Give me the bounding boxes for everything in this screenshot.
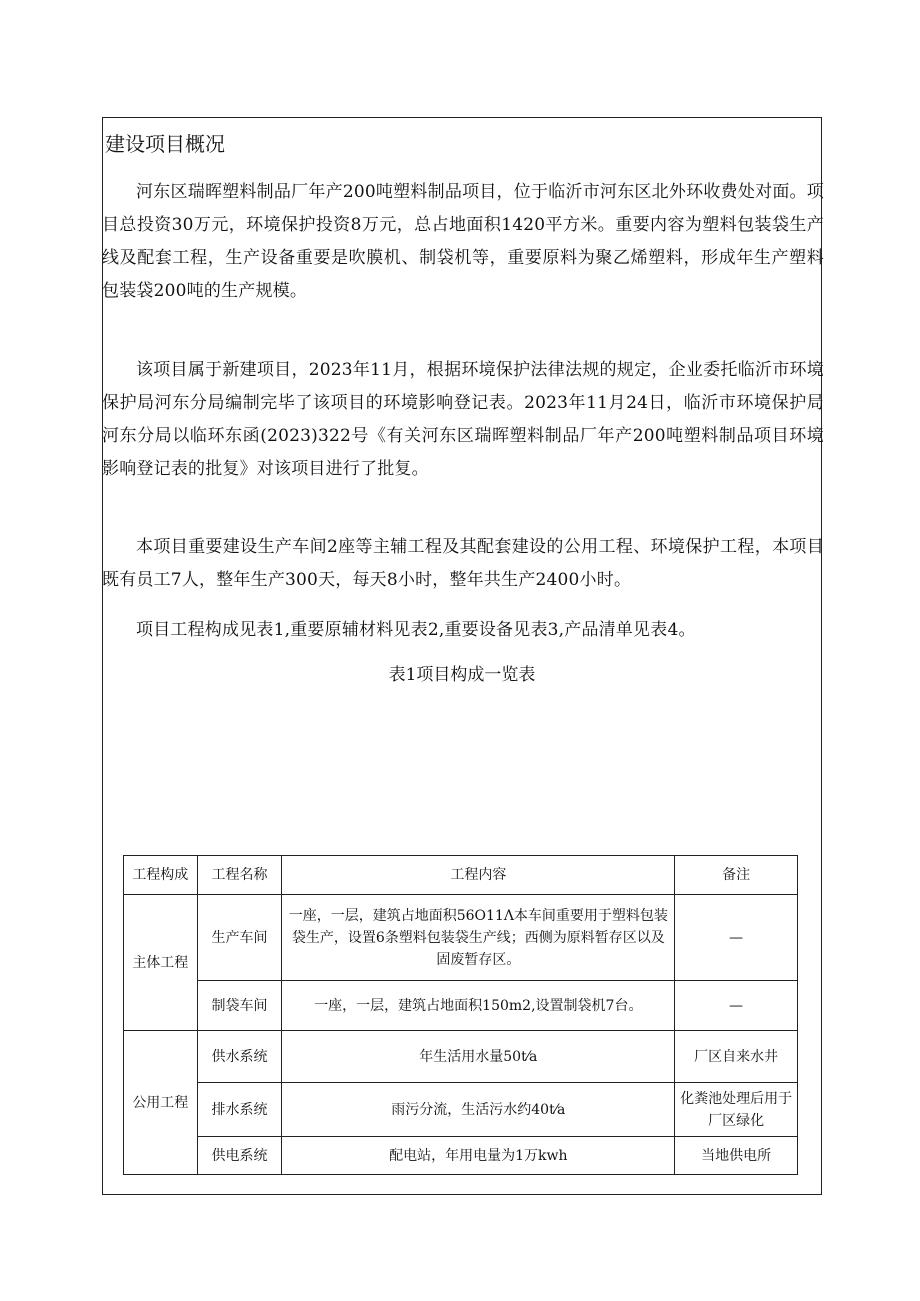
paragraph-approval: 该项目属于新建项目，2023年11月，根据环境保护法律法规的规定，企业委托临沂市环境保护局河东分局编制完毕了该项目的环境影响登记表。2023年11月24日，临沂市环境保护局河东分局以临环东函(2023)322号《有关河东区瑞晖塑料制品厂年产200吨塑料制品项目环境影响登记表的批复》对该项目进行了批复。 [102,360,824,479]
name-cell: 供水系统 [197,1031,282,1083]
table-header-row [124,856,798,895]
category-cell: 主体工程 [124,895,198,1031]
header-note: 备注 [675,856,798,895]
name-cell: 供电系统 [197,1137,282,1175]
table-caption: 表1项目构成一览表 [388,665,536,685]
header-category: 工程构成 [124,856,198,895]
note-cell: 当地供电所 [675,1137,798,1175]
project-composition-table [123,855,798,1175]
content-cell: 一座，一层，建筑占地面积150m2,设置制袋机7台。 [282,981,675,1031]
category-cell: 公用工程 [124,1031,198,1175]
content-cell: 雨污分流，生活污水约40t⁄a [282,1083,675,1137]
content-cell: 年生活用水量50t⁄a [282,1031,675,1083]
note-cell: — [675,981,798,1031]
paragraph-overview: 河东区瑞晖塑料制品厂年产200吨塑料制品项目，位于临沂市河东区北外环收费处对面。项目总投资30万元，环境保护投资8万元，总占地面积1420平方米。重要内容为塑料包装袋生产线及配套工程，生产设备重要是吹膜机、制袋机等，重要原料为聚乙烯塑料，形成年生产塑料包装袋200吨的生产规模。 [102,182,824,301]
section-title: 建设项目概况 [105,132,225,156]
paragraph-construction: 本项目重要建设生产车间2座等主辅工程及其配套建设的公用工程、环境保护工程，本项目既有员工7人，整年生产300天，每天8小时，整年共生产2400小时。 [102,537,824,590]
content-cell: 配电站，年用电量为1万kwh [282,1137,675,1175]
note-cell: 化粪池处理后用于厂区绿化 [675,1083,798,1137]
note-cell: — [675,895,798,981]
header-name: 工程名称 [197,856,282,895]
name-cell: 生产车间 [197,895,282,981]
name-cell: 排水系统 [197,1083,282,1137]
content-cell: 一座，一层，建筑占地面积56O11Λ本车间重要用于塑料包装袋生产，设置6条塑料包装袋生产线；西侧为原料暂存区以及固废暂存区。 [282,895,675,981]
table-row [124,1031,798,1083]
table-row [124,981,798,1031]
paragraph-table-refs: 项目工程构成见表1,重要原辅材料见表2,重要设备见表3,产品清单见表4。 [136,620,696,640]
table-row [124,895,798,981]
note-cell: 厂区自来水井 [675,1031,798,1083]
name-cell: 制袋车间 [197,981,282,1031]
header-content: 工程内容 [282,856,675,895]
table-row [124,1137,798,1175]
table-row [124,1083,798,1137]
